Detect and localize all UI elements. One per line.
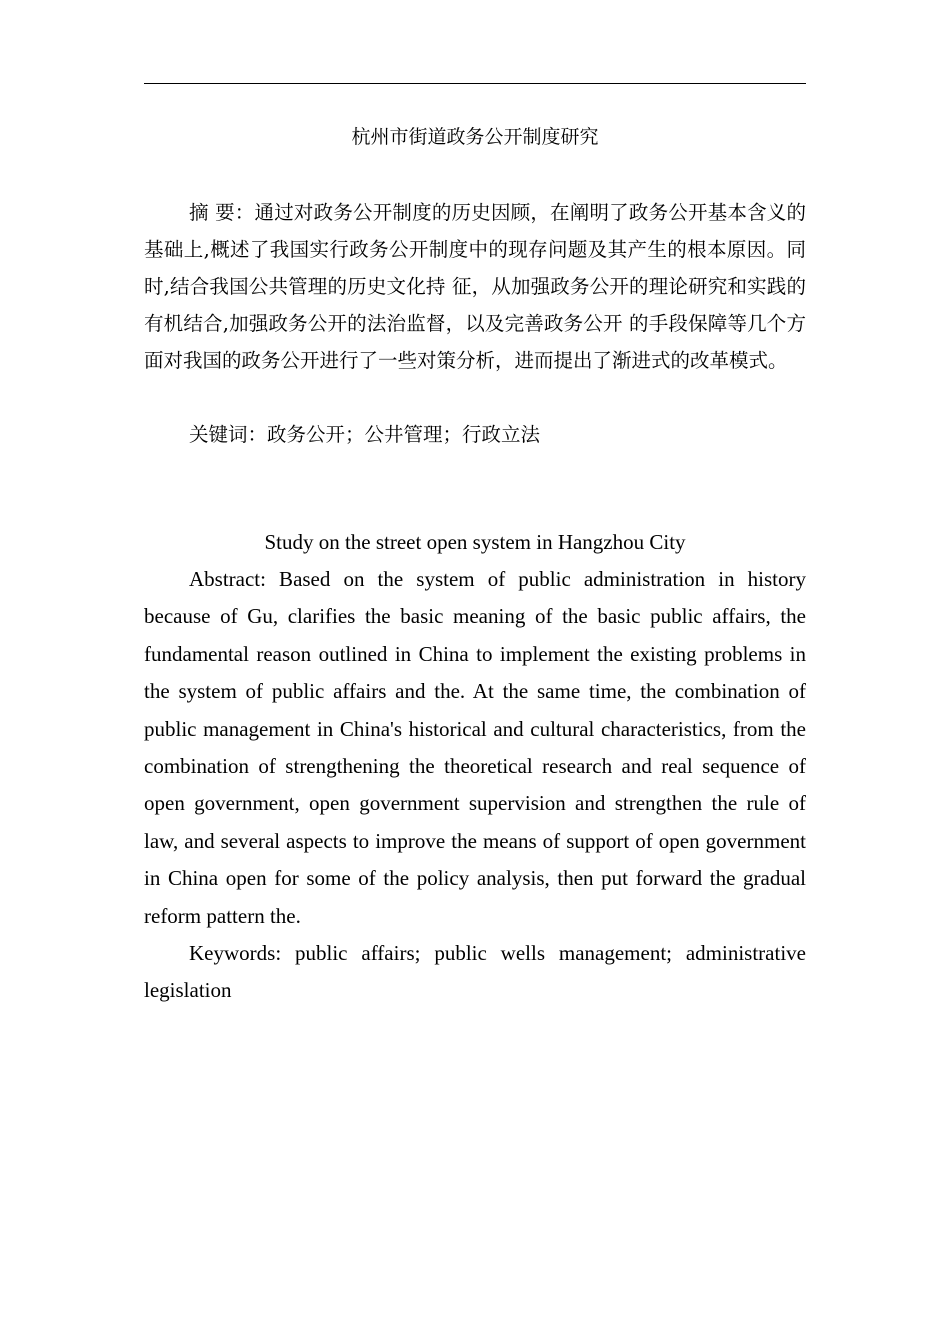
english-title: Study on the street open system in Hangzhou City: [264, 530, 686, 554]
chinese-title: 杭州市街道政务公开制度研究: [351, 126, 599, 148]
chinese-keywords: 关键词：政务公开；公井管理；行政立法: [189, 423, 541, 446]
english-abstract: Abstract: Based on the system of public administration in history because of Gu, clarifies the basic meaning of the basic public affairs, the fundamental reason outlined in China to implement the existing problems in the system of public affairs and the. At the same time, the combination of public management in China's historical and cultural characteristics, from the combination of strengthening the theoretical research and real sequence of open government, open government supervision and strengthen the rule of law, and several aspects to improve the means of support of open government in China open for some of the policy analysis, then put forward the gradual reform pattern the.: [144, 567, 806, 928]
header-rule: [144, 83, 806, 84]
english-keywords: Keywords: public affairs; public wells management; administrative legislation: [144, 941, 806, 1003]
chinese-abstract: 摘 要：通过对政务公开制度的历史因顾，在阐明了政务公开基本含义的基础上,概述了我国实行政务公开制度中的现存问题及其产生的根本原因。同时,结合我国公共管理的历史文化持 征，从加强政务公开的理论研究和实践的有机结合,加强政务公开的法治监督，以及完善政务公开 的手段保障等几个方面对我国的政务公开进行了一些对策分析，进而提出了渐进式的改革模式。: [144, 201, 806, 372]
